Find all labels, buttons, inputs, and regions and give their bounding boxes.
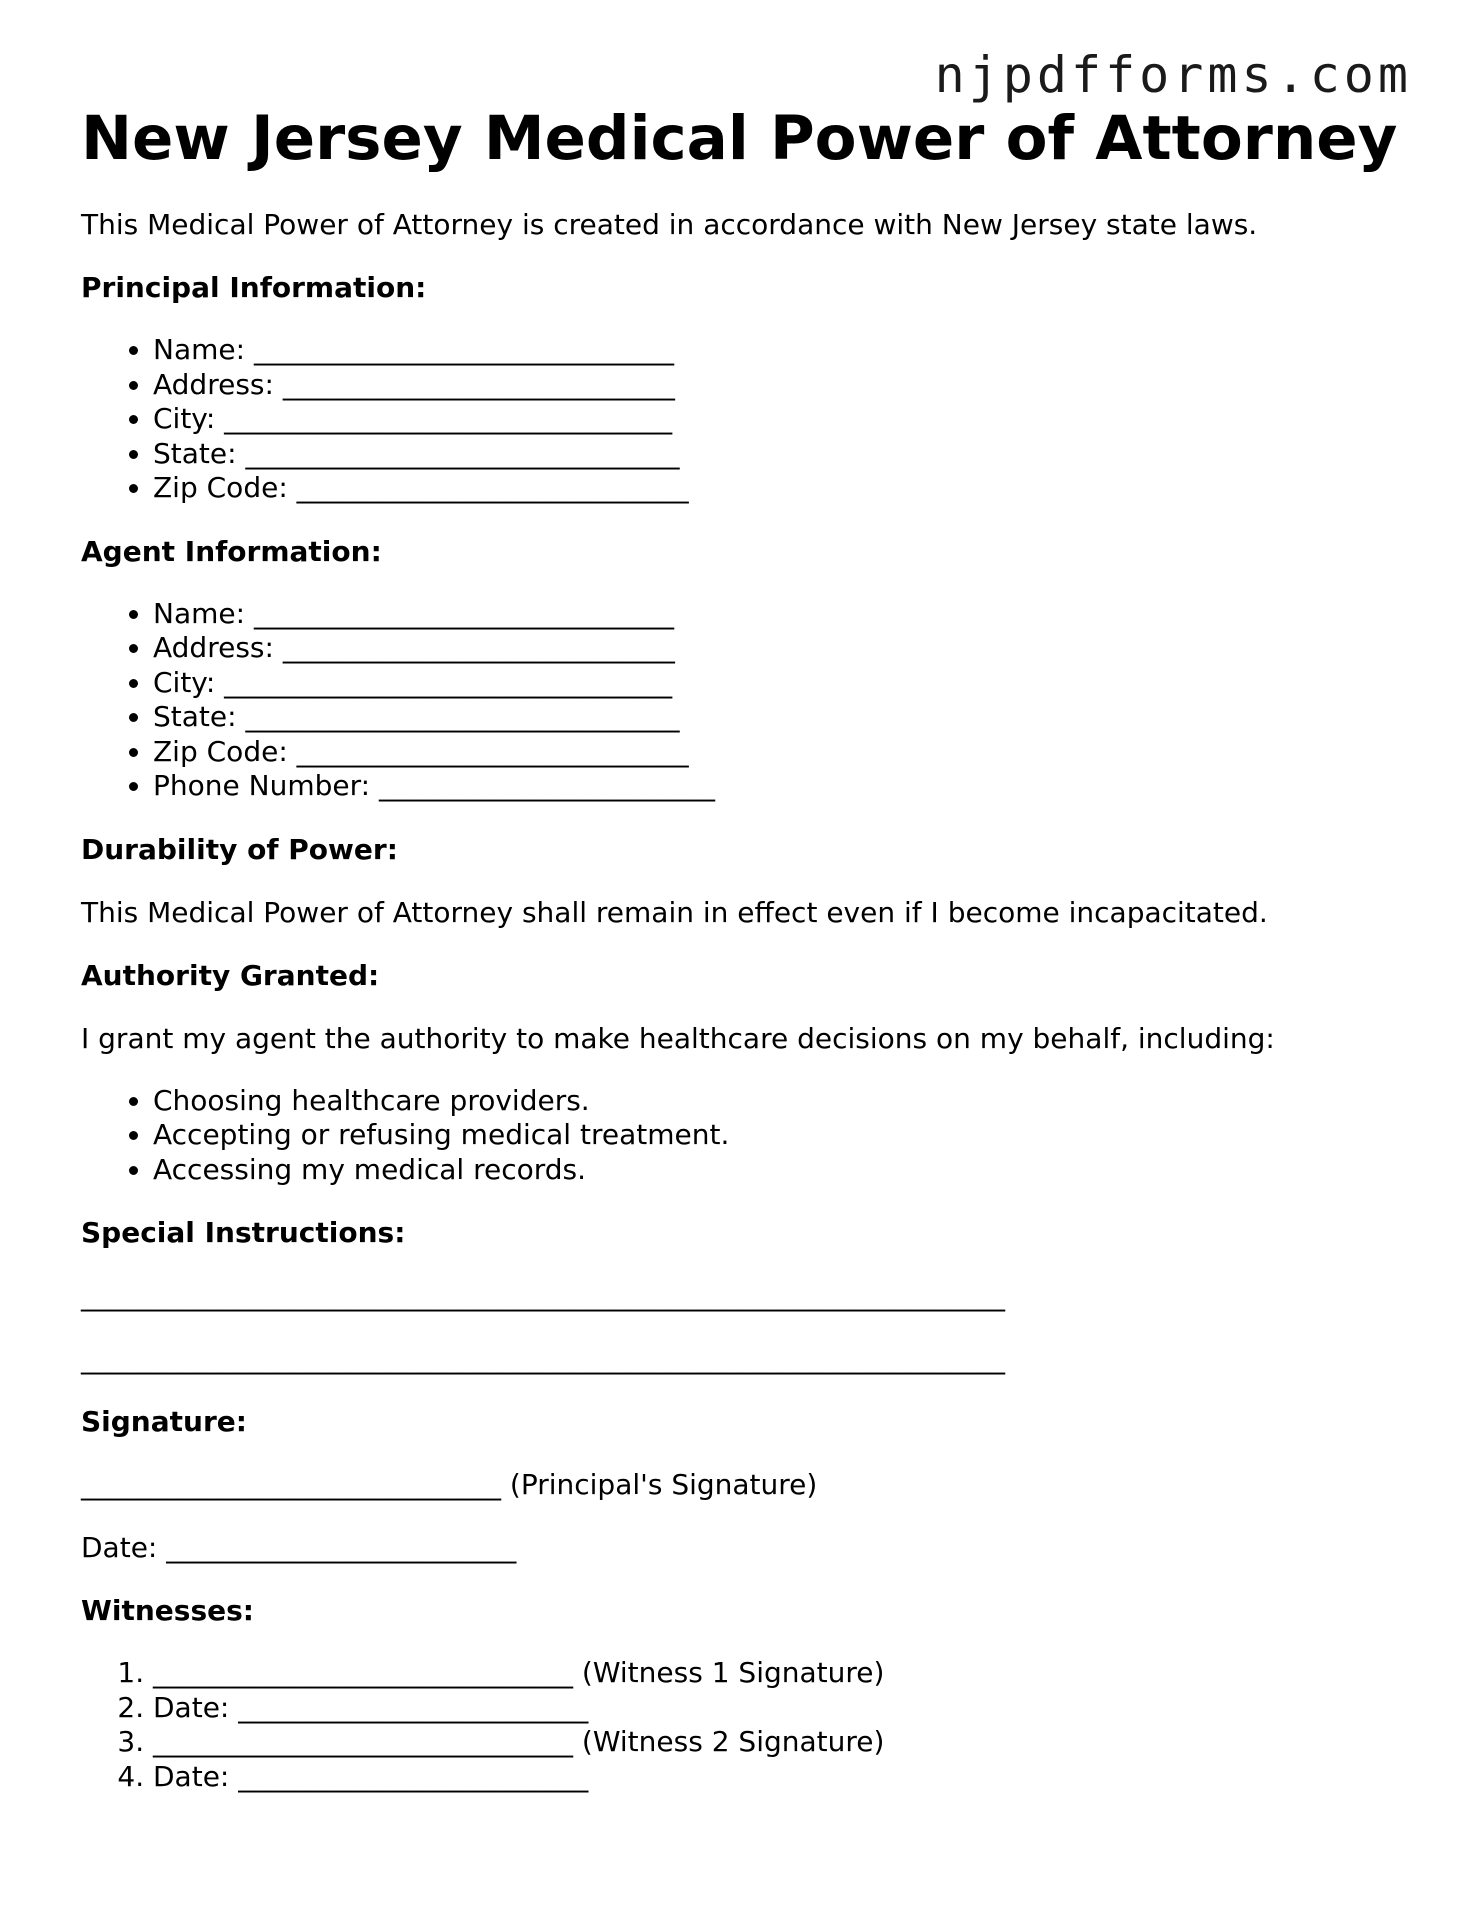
principal-heading: Principal Information: [81,271,427,305]
special-instructions-heading: Special Instructions: [81,1216,406,1250]
durability-text: This Medical Power of Attorney shall remain in effect even if I become incapacitated. [81,895,1268,929]
authority-text: I grant my agent the authority to make healthcare decisions on my behalf, including: [81,1021,1275,1055]
intro-text: This Medical Power of Attorney is created in accordance with New Jersey state laws. [81,208,1258,242]
agent-address-field[interactable]: • Address: ____________________________ [153,631,1411,666]
document-title: New Jersey Medical Power of Attorney [81,103,1398,174]
witness-2-signature-line[interactable]: 3. ______________________________ (Witness 2 Signature) [153,1725,1411,1760]
authority-item: • Choosing healthcare providers. [153,1084,1411,1119]
agent-phone-field[interactable]: • Phone Number: ________________________ [153,769,1411,804]
witness-1-signature-line[interactable]: 1. ______________________________ (Witness 1 Signature) [153,1656,1411,1691]
principal-fields-list [81,333,1411,506]
document-page [81,102,1411,1794]
agent-state-field[interactable]: • State: _______________________________ [153,700,1411,735]
authority-list [81,1084,1411,1188]
site-watermark: njpdfforms.com [934,46,1412,104]
agent-heading: Agent Information: [81,534,382,568]
signature-heading: Signature: [81,1405,247,1439]
principal-name-field[interactable]: • Name: ______________________________ [153,333,1411,368]
witnesses-list [81,1656,1411,1794]
witness-1-date-line[interactable]: 2. Date: _________________________ [153,1691,1411,1726]
agent-zip-field[interactable]: • Zip Code: ____________________________ [153,735,1411,770]
principal-zip-field[interactable]: • Zip Code: ____________________________ [153,471,1411,506]
authority-item: • Accessing my medical records. [153,1153,1411,1188]
agent-name-field[interactable]: • Name: ______________________________ [153,597,1411,632]
principal-signature-line[interactable]: ______________________________ (Principal's Signature) [81,1468,818,1502]
special-instructions-line-2[interactable]: __________________________________________________________________ [81,1342,1005,1376]
witness-2-date-line[interactable]: 4. Date: _________________________ [153,1760,1411,1795]
authority-item: • Accepting or refusing medical treatment. [153,1118,1411,1153]
durability-heading: Durability of Power: [81,832,398,866]
agent-city-field[interactable]: • City: ________________________________ [153,666,1411,701]
witnesses-heading: Witnesses: [81,1594,254,1628]
agent-fields-list [81,597,1411,804]
special-instructions-line-1[interactable]: __________________________________________________________________ [81,1279,1005,1313]
signature-date-line[interactable]: Date: _________________________ [81,1531,517,1565]
principal-state-field[interactable]: • State: _______________________________ [153,437,1411,472]
principal-address-field[interactable]: • Address: ____________________________ [153,368,1411,403]
principal-city-field[interactable]: • City: ________________________________ [153,402,1411,437]
authority-heading: Authority Granted: [81,958,380,992]
